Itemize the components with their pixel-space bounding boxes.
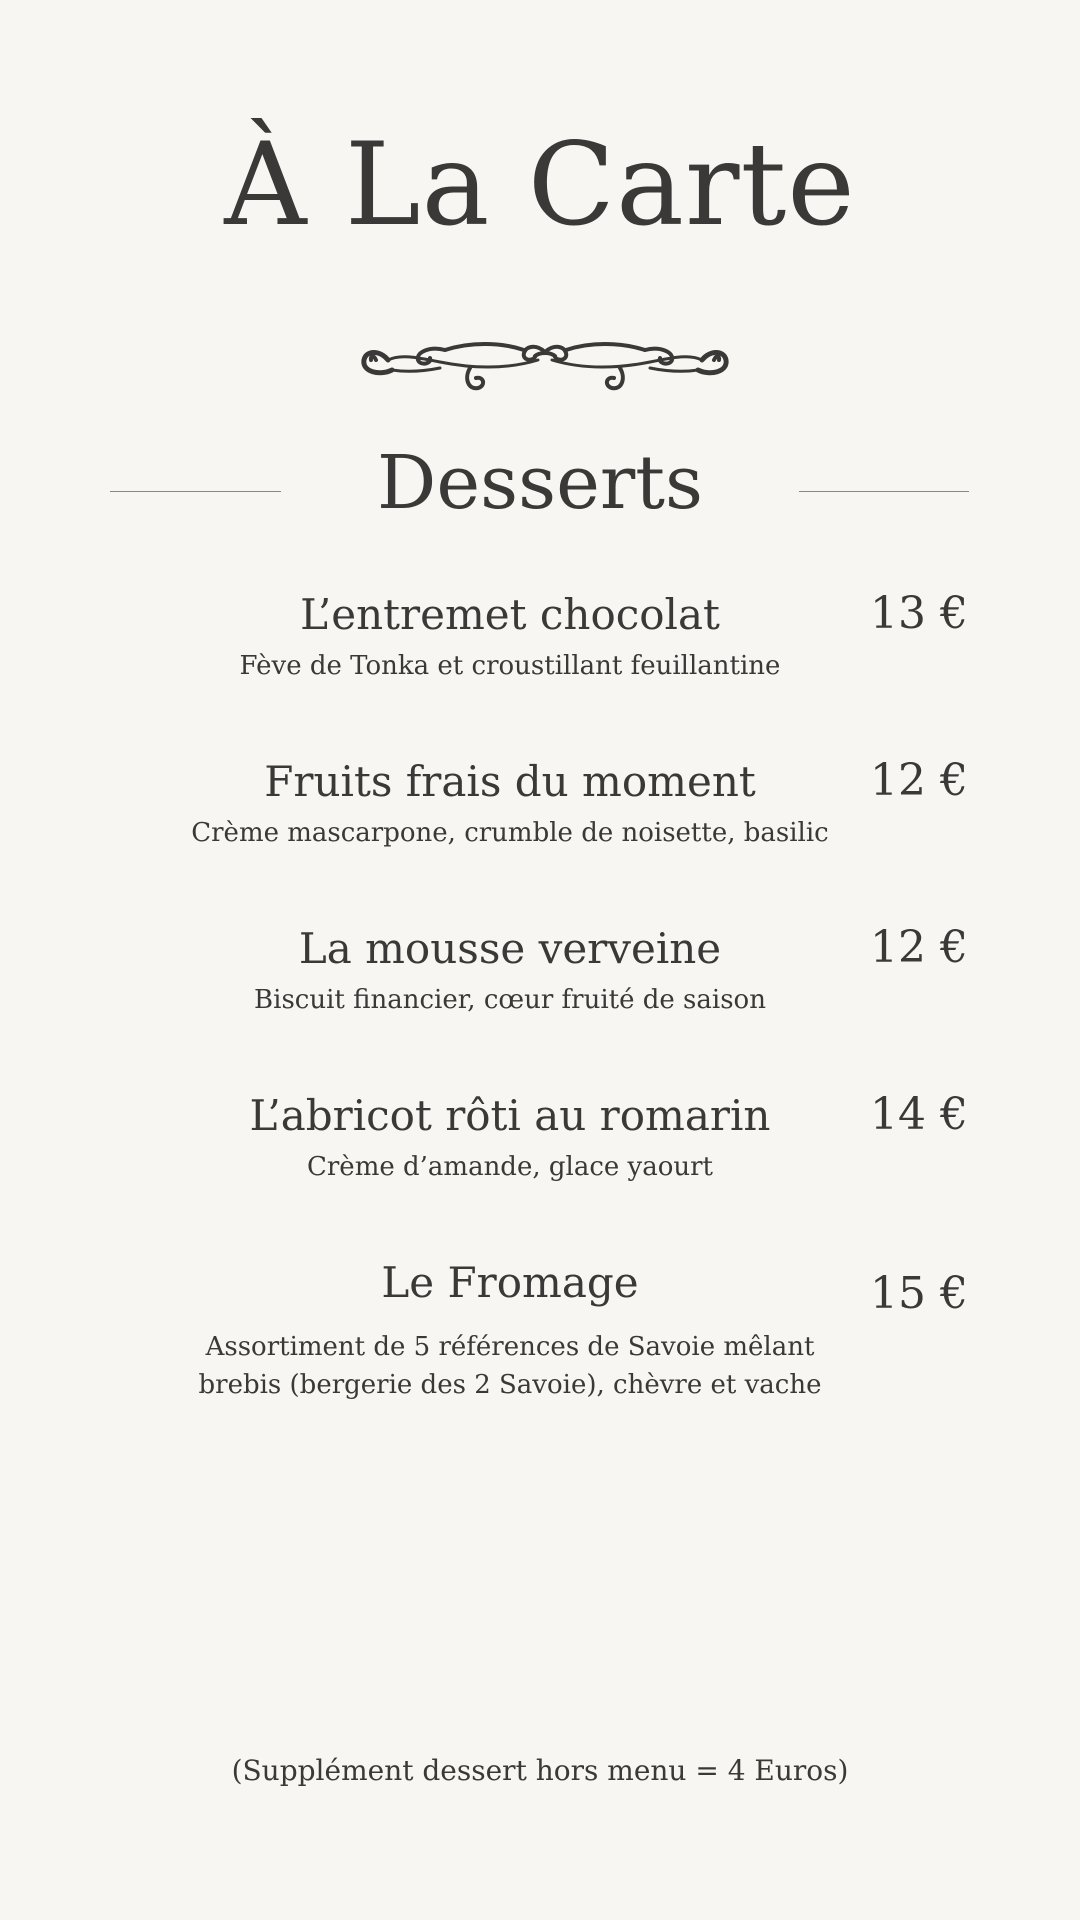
menu-item-name: L’entremet chocolat [300,590,720,639]
menu-item-description: Fève de Tonka et croustillant feuillantine [239,651,781,681]
section-header [0,440,1080,526]
menu-item-price: 12 € [870,755,968,806]
menu-item-description: Biscuit financier, cœur fruité de saison [254,985,766,1015]
menu-item-price: 13 € [870,588,968,639]
menu-item-price: 14 € [870,1089,968,1140]
flourish-divider-icon [360,332,730,398]
menu-item-name: Le Fromage [381,1258,639,1307]
menu-item-description: Crème d’amande, glace yaourt [306,1152,714,1182]
menu-item-name: La mousse verveine [298,924,722,973]
menu-item-name: Fruits frais du moment [264,757,756,806]
right-divider-rule [799,491,969,492]
menu-item-price: 12 € [870,922,968,973]
menu-title: À La Carte [224,118,856,251]
section-title: Desserts [377,440,703,526]
menu-item-price: 15 € [870,1268,968,1319]
supplement-footnote: (Supplément dessert hors menu = 4 Euros) [231,1754,849,1787]
menu-item-description: Crème mascarpone, crumble de noisette, basilic [191,818,829,848]
menu-item-description: Assortiment de 5 références de Savoie mêlant brebis (bergerie des 2 Savoie), chèvre et vache [198,1332,822,1400]
menu-item-name: L’abricot rôti au romarin [249,1091,771,1140]
